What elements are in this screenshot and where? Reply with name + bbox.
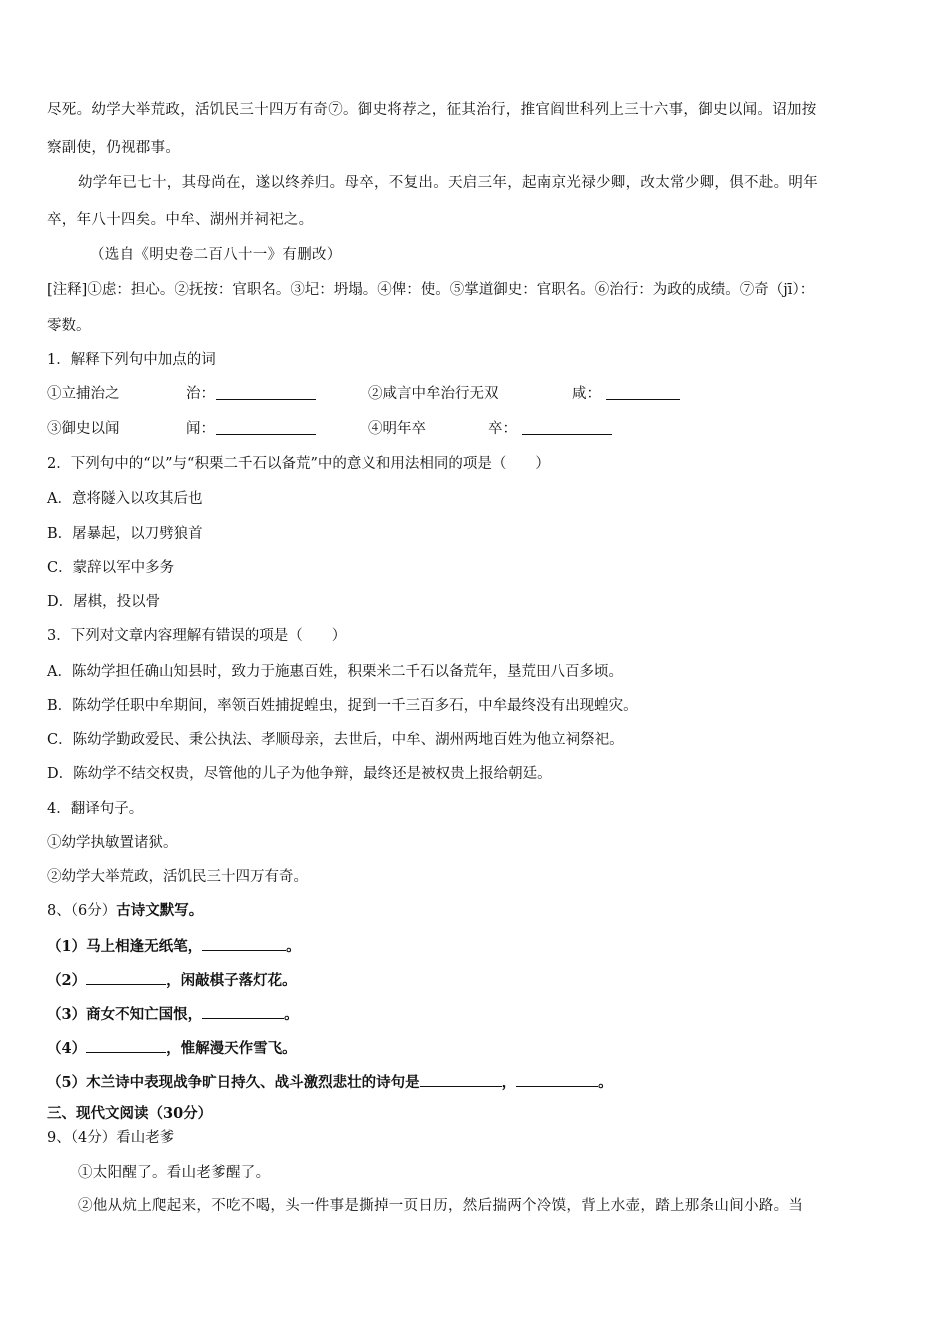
section-heading: 三、现代文阅读（30分）	[47, 1105, 213, 1122]
q8-text: 。	[598, 1074, 613, 1091]
q3-option-b[interactable]: B．陈幼学任职中牟期间，率领百姓捕捉蝗虫，捉到一千三百多石，中牟最终没有出现蝗灾。	[47, 698, 638, 714]
q1-answer-label: 闻：	[186, 421, 215, 437]
q8-text: （5）木兰诗中表现战争旷日持久、战斗激烈悲壮的诗句是	[47, 1074, 420, 1091]
passage-source: （选自《明史卷二百八十一》有删改）	[90, 247, 342, 263]
annotation-line: 零数。	[47, 318, 91, 334]
question-1-stem: 1．解释下列句中加点的词	[47, 352, 216, 368]
q1-answer-label: 治：	[186, 386, 215, 402]
question-9-stem: 9、（4分）看山老爹	[47, 1130, 175, 1146]
q4-item: ②幼学大举荒政，活饥民三十四万有奇。	[47, 869, 308, 885]
answer-blank[interactable]	[216, 384, 316, 400]
q4-item: ①幼学执敏置诸狱。	[47, 835, 178, 851]
q8-title: 古诗文默写。	[116, 902, 204, 919]
answer-blank[interactable]	[516, 1071, 598, 1087]
q8-text: ，惟解漫天作雪飞。	[166, 1040, 297, 1057]
reading-paragraph: ②他从炕上爬起来，不吃不喝，头一件事是撕掉一页日历，然后揣两个冷馍，背上水壶，踏上那条山间小路。当	[78, 1198, 804, 1214]
q8-item	[47, 1071, 613, 1093]
q8-text: （1）马上相逢无纸笔，	[47, 938, 203, 955]
question-4-stem: 4．翻译句子。	[47, 801, 144, 817]
annotation-line: [注释]①虑：担心。②抚按：官职名。③圮：坍塌。④俾：使。⑤掌道御史：官职名。⑥治行：为政的成绩。⑦奇（jī）：	[47, 282, 815, 298]
reading-paragraph: ①太阳醒了。看山老爹醒了。	[78, 1165, 271, 1181]
q1-sentence: ③御史以闻	[47, 421, 120, 437]
q1-sentence: ②咸言中牟治行无双	[368, 386, 499, 402]
passage-line: 卒，年八十四矣。中牟、湖州并祠祀之。	[47, 212, 314, 228]
q8-text: （2）	[47, 972, 87, 989]
q2-option-d[interactable]: D．屠棋，投以骨	[47, 594, 161, 610]
q3-option-d[interactable]: D．陈幼学不结交权贵，尽管他的儿子为他争辩，最终还是被权贵上报给朝廷。	[47, 766, 552, 782]
q2-option-c[interactable]: C．蒙辞以军中多务	[47, 560, 175, 576]
answer-blank[interactable]	[216, 419, 316, 435]
q8-text: （4）	[47, 1040, 87, 1057]
q1-sentence: ①立捕治之	[47, 386, 120, 402]
q8-item	[47, 1003, 299, 1025]
q8-item	[47, 1037, 297, 1059]
answer-blank[interactable]	[420, 1071, 502, 1087]
q1-answer-label: 卒：	[488, 421, 517, 437]
q8-text: 。	[286, 938, 301, 955]
q8-item	[47, 935, 301, 957]
q8-text: 。	[284, 1006, 299, 1023]
passage-line: 察副使，仍视郡事。	[47, 140, 181, 156]
passage-line: 幼学年已七十，其母尚在，遂以终养归。母卒，不复出。天启三年，起南京光禄少卿，改太常少卿，俱不赴。明年	[78, 175, 818, 191]
answer-blank[interactable]	[86, 969, 166, 985]
q3-option-a[interactable]: A．陈幼学担任确山知县时，致力于施惠百姓，积栗米二千石以备荒年，垦荒田八百多顷。	[47, 664, 623, 680]
q1-sentence: ④明年卒	[368, 421, 426, 437]
q2-option-a[interactable]: A．意将隧入以攻其后也	[47, 491, 203, 507]
passage-line: 尽死。幼学大举荒政，活饥民三十四万有奇⑦。御史将荐之，征其治行，推官阎世科列上三十六事，御史以闻。诏加按	[47, 102, 817, 118]
answer-blank[interactable]	[202, 1003, 284, 1019]
answer-blank[interactable]	[86, 1037, 166, 1053]
q2-option-b[interactable]: B．屠暴起，以刀劈狼首	[47, 526, 203, 542]
q1-answer-label: 咸：	[572, 386, 601, 402]
answer-blank[interactable]	[202, 935, 286, 951]
q8-item	[47, 969, 297, 991]
q8-text: ，	[501, 1074, 517, 1091]
question-2-stem: 2．下列句中的“以”与“积栗二千石以备荒”中的意义和用法相同的项是（ ）	[47, 456, 550, 472]
question-8-stem	[47, 901, 203, 921]
q8-text: （3）商女不知亡国恨，	[47, 1006, 203, 1023]
q3-option-c[interactable]: C．陈幼学勤政爱民、秉公执法、孝顺母亲，去世后，中牟、湖州两地百姓为他立祠祭祀。	[47, 732, 624, 748]
q8-text: ，闲敲棋子落灯花。	[166, 972, 297, 989]
answer-blank[interactable]	[522, 419, 612, 435]
q8-prefix: 8、（6分）	[47, 903, 117, 919]
answer-blank[interactable]	[606, 384, 680, 400]
question-3-stem: 3．下列对文章内容理解有错误的项是（ ）	[47, 628, 347, 644]
